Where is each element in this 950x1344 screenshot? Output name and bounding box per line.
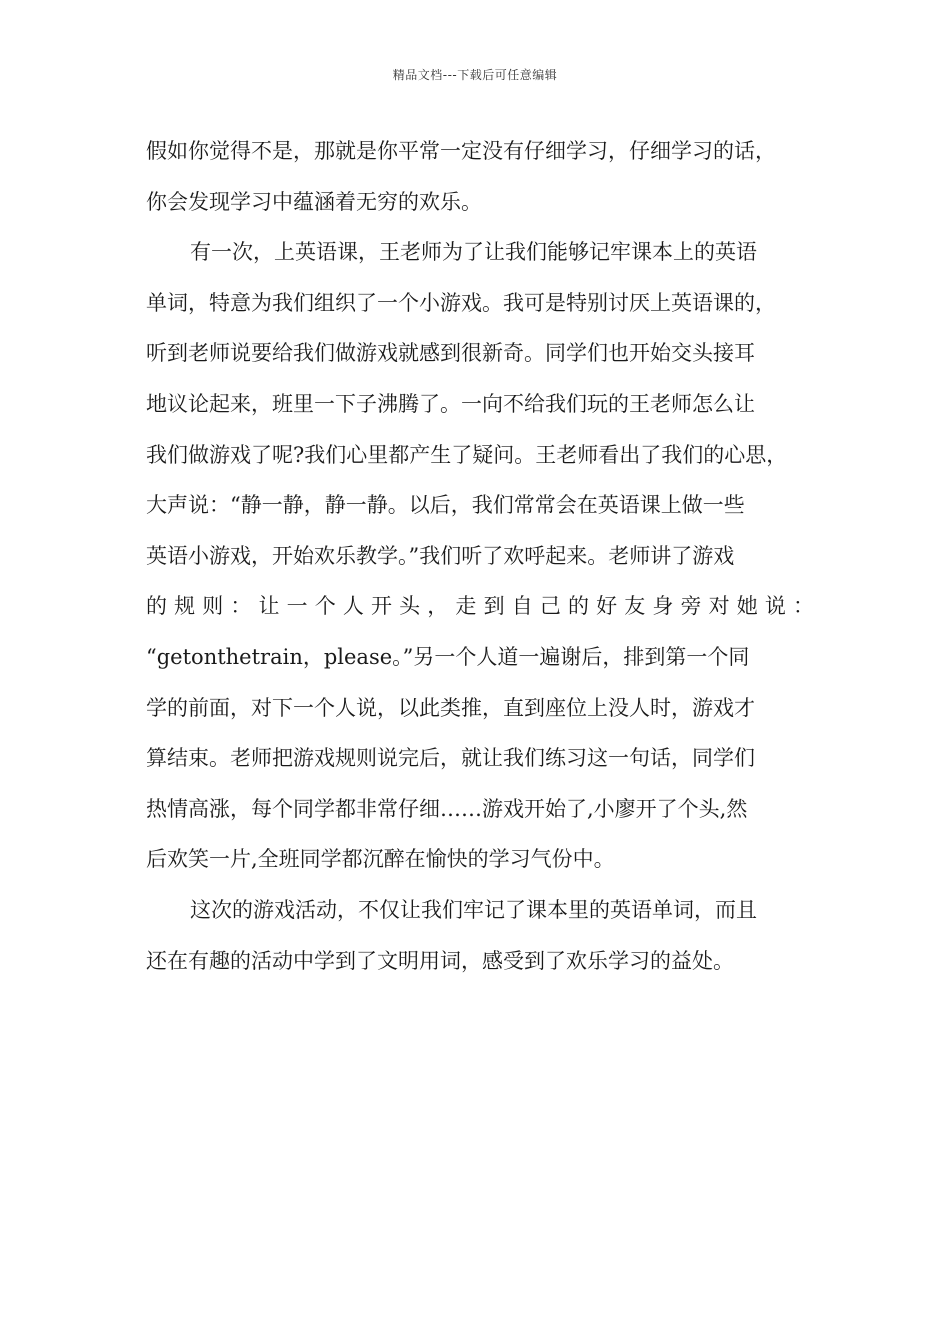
text-line: 学的前面，对下一个人说，以此类推，直到座位上没人时，游戏才	[146, 695, 755, 720]
text-line: 听到老师说要给我们做游戏就感到很新奇。同学们也开始交头接耳	[146, 341, 755, 366]
text-line: 大声说：“静一静，静一静。以后，我们常常会在英语课上做一些	[146, 493, 745, 518]
article-body	[146, 126, 814, 986]
text-line: 热情高涨，每个同学都非常仔细……游戏开始了,小廖开了个头,然	[146, 796, 748, 821]
text-line: 我们做游戏了呢?我们心里都产生了疑问。王老师看出了我们的心思，	[146, 442, 788, 467]
text-line: 算结束。老师把游戏规则说完后，就让我们练习这一句话，同学们	[146, 746, 755, 771]
paragraph-start-line: 这次的游戏活动，不仅让我们牢记了课本里的英语单词，而且	[190, 897, 757, 922]
paragraph-start-line: 有一次，上英语课，王老师为了让我们能够记牢课本上的英语	[190, 240, 757, 265]
text-line: “getonthetrain，please。”另一个人道一遍谢后，排到第一个同	[146, 644, 750, 669]
text-line: 你会发现学习中蕴涵着无穷的欢乐。	[146, 189, 482, 214]
text-line: 还在有趣的活动中学到了文明用词，感受到了欢乐学习的益处。	[146, 948, 734, 973]
text-line: 地议论起来，班里一下子沸腾了。一向不给我们玩的王老师怎么让	[146, 391, 755, 416]
text-line: 的规则：让一个人开头，走到自己的好友身旁对她说：	[146, 594, 814, 619]
text-line: 假如你觉得不是，那就是你平常一定没有仔细学习，仔细学习的话，	[146, 139, 776, 163]
text-line: 英语小游戏，开始欢乐教学。”我们听了欢呼起来。老师讲了游戏	[146, 543, 735, 568]
text-line: 后欢笑一片,全班同学都沉醉在愉快的学习气份中。	[146, 847, 615, 872]
text-line: 单词，特意为我们组织了一个小游戏。我可是特别讨厌上英语课的，	[146, 290, 776, 315]
page-header: 精品文档---下载后可任意编辑	[392, 68, 558, 82]
